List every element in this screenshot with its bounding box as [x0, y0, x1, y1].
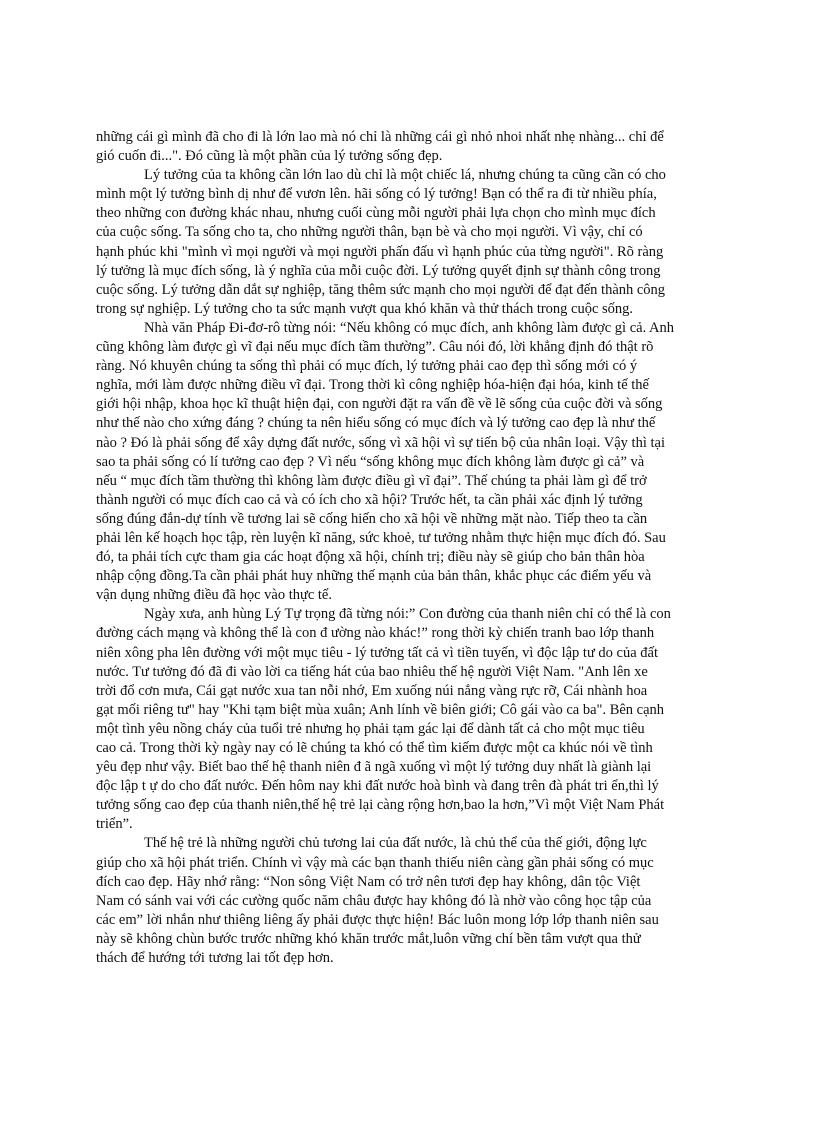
text-line: như thế nào cho xứng đáng ? chúng ta nên hiểu sống có mục đích và lý tưởng cao đẹp là như thế: [96, 415, 656, 432]
text-line: phải lên kế hoạch học tập, rèn luyện kĩ năng, sức khoẻ, tư tưởng nhằm thực hiện mục đích đó. Sau: [96, 529, 666, 546]
text-line: Nhà văn Pháp Đi-đơ-rô từng nói: “Nếu không có mục đích, anh không làm được gì cả. Anh: [144, 319, 674, 336]
text-line: trời đổ cơn mưa, Cái gạt nước xua tan nỗi nhớ, Em xuống núi nắng vàng rực rỡ, Cái nhành hoa: [96, 682, 648, 699]
text-line: mình một lý tưởng bình dị như để vươn lên. hãi sống có lý tưởng! Bạn có thể ra đi từ nhiều phía,: [96, 186, 657, 203]
text-line: nếu “ mục đích tầm thường thì không làm được điều gì vĩ đại”. Thế chúng ta phải làm gì để trở: [96, 472, 647, 489]
text-line: ràng. Nó khuyên chúng ta sống thì phải có mục đích, lý tưởng phải cao đẹp thì sống mới có ý: [96, 358, 638, 375]
text-line: trong sự nghiệp. Lý tưởng cho ta sức mạnh vượt qua khó khăn và thử thách trong cuộc sống.: [96, 300, 634, 317]
text-line: vận dụng những điều đã học vào thực tế.: [96, 587, 332, 604]
text-line: Thế hệ trẻ là những người chủ tương lai của đất nước, là chủ thể của thế giới, động lực: [144, 835, 647, 852]
body-text: [96, 128, 744, 968]
text-line: giúp cho xã hội phát triển. Chính vì vậy mà các bạn thanh thiếu niên càng gần phải sống có mục: [96, 854, 654, 871]
text-line: một tình yêu nồng cháy của tuổi trẻ nhưng họ phải tạm gác lại để dành tất cả cho một mục tiêu: [96, 720, 645, 737]
text-line: cao cả. Trong thời kỳ ngày nay có lẽ chúng ta khó có thể tìm kiếm được một ca khúc nói về tình: [96, 740, 653, 756]
text-line: theo những con đường khác nhau, nhưng cuối cùng mỗi người phải lựa chọn cho mình mục đích: [96, 205, 656, 222]
text-line: cuộc sống. Lý tưởng dẫn dắt sự nghiệp, tăng thêm sức mạnh cho mọi người để đạt đến thành công: [96, 281, 666, 298]
text-line: tưởng sống cao đẹp của thanh niên,thế hệ trẻ lại càng rộng hơn,bao la hơn,”Vì một Việt Nam Phát: [96, 797, 665, 814]
text-line: sao ta phải sống có lí tưởng cao đẹp ? Vì nếu “sống không mục đích không làm được gì cả” và: [96, 453, 645, 470]
text-line: thách để hướng tới tương lai tốt đẹp hơn.: [96, 950, 334, 967]
text-line: cũng không làm được gì vĩ đại nếu mục đích tầm thường”. Câu nói đó, lời khẳng định đó thật rõ: [96, 339, 654, 356]
text-line: đó, ta phải tích cực tham gia các hoạt động xã hội, chính trị; điều này sẽ giúp cho bản thân hòa: [96, 549, 645, 566]
text-line: gió cuốn đi...". Đó cũng là một phần của lý tưởng sống đẹp.: [96, 148, 443, 165]
text-line: thành người có mục đích cao cả và có ích cho xã hội? Trước hết, ta cần phải xác định lý tưởng: [96, 491, 643, 508]
text-line: nhập cộng đồng.Ta cần phải phát huy những thế mạnh của bản thân, khắc phục các điểm yếu và: [96, 568, 652, 585]
text-line: Nam có sánh vai với các cường quốc năm châu được hay không đó là nhờ vào công học tập của: [96, 892, 652, 909]
text-line: sống đúng đắn-dự tính về tương lai sẽ cống hiến cho xã hội về những mặt nào. Tiếp theo ta cần: [96, 510, 648, 527]
text-line: gạt mối riêng tư" hay "Khi tạm biệt mùa xuân; Anh lính về biên giới; Cô gái vào ca ba". Bên cạnh: [96, 701, 665, 718]
text-line: niên xông pha lên đường với một mục tiêu - lý tưởng tất cả vì tiền tuyến, vì độc lập tư do của đất: [96, 644, 659, 661]
text-line: yêu đẹp như vậy. Biết bao thế hệ thanh niên đ ã ngã xuống vì một lý tưởng duy nhất là giành lại: [96, 759, 652, 776]
text-line: đích cao đẹp. Hãy nhớ rằng: “Non sông Việt Nam có trở nên tươi đẹp hay không, dân tộc Việt: [96, 873, 641, 890]
text-line: của cuộc sống. Ta sống cho ta, cho những người thân, bạn bè và cho mọi người. Vì vậy, chỉ có: [96, 224, 643, 241]
text-line: nào ? Đó là phải sống để xây dựng đất nước, sống vì xã hội vì sự tiến bộ của nhân loại. Vậy thì tại: [96, 434, 665, 451]
text-line: giới hội nhập, khoa học kĩ thuật hiện đại, con người đặt ra vấn đề về lẽ sống của cuộc đời và sống: [96, 396, 663, 413]
text-line: hạnh phúc khi "mình vì mọi người và mọi người phấn đấu vì hạnh phúc của từng người". Rõ ràng: [96, 243, 664, 260]
text-line: nước. Tư tưởng đó đã đi vào lời ca tiếng hát của bao nhiêu thế hệ người Việt Nam. "Anh lên xe: [96, 663, 648, 680]
text-line: Ngày xưa, anh hùng Lý Tự trọng đã từng nói:” Con đường của thanh niên chỉ có thể là con: [144, 606, 671, 623]
text-line: nghĩa, mới làm được những điều vĩ đại. Trong thời kì công nghiệp hóa-hiện đại hóa, kinh tế thế: [96, 377, 649, 394]
text-line: Lý tưởng của ta không cần lớn lao dù chỉ là một chiếc lá, nhưng chúng ta cũng cần có cho: [144, 167, 666, 184]
text-line: đường cách mạng và không thể là con đ ường nào khác!” rong thời kỳ chiến tranh bao lớp thanh: [96, 625, 655, 642]
text-line: độc lập t ự do cho đất nước. Đến hôm nay khi đất nước hoà bình và đang trên đà phát tri ển,thì lý: [96, 778, 659, 795]
text-line: lý tưởng là mục đích sống, là ý nghĩa của mỗi cuộc đời. Lý tưởng quyết định sự thành công trong: [96, 262, 661, 279]
text-line: các em” lời nhắn như thiêng liêng ấy phải được thực hiện! Bác luôn mong lớp lớp thanh niên sau: [96, 911, 659, 928]
text-line: triển”.: [96, 816, 133, 833]
text-line: này sẽ không chùn bước trước những khó khăn trước mắt,luôn vững chí bền tâm vượt qua thử: [96, 930, 641, 947]
text-line: những cái gì mình đã cho đi là lớn lao mà nó chỉ là những cái gì nhỏ nhoi nhất nhẹ nhàng... chỉ để: [96, 129, 664, 145]
